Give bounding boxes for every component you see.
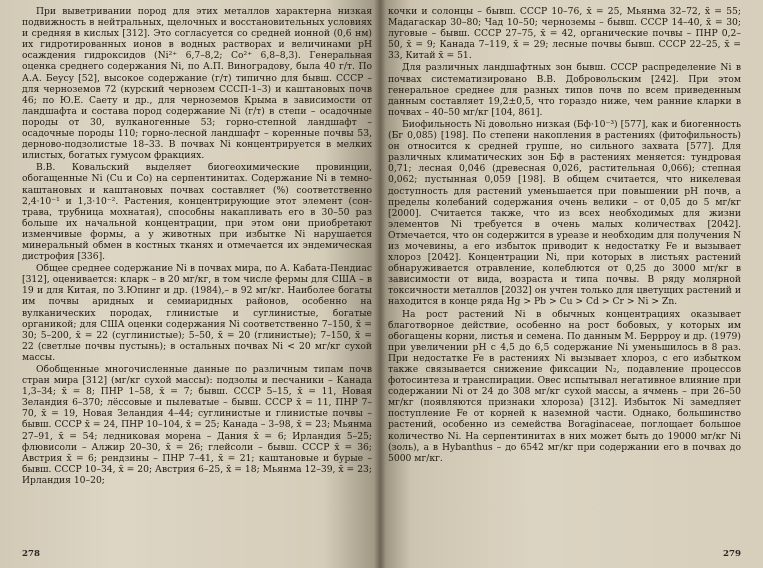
right-paragraph-1: кочки и солонцы – бывш. СССР 10–76, x̄ = 25, Мьянма 32–72, x̄ = 55; Мадагаскар 30–80; Чад 10–50; черноземы – бывш. СССР 14–40, x̄ = 30; луговые – бывш. СССР 27–75, x̄ = 42, органические почвы – ПНР 0,2–50, x̄ = 9; Канада 7–119, x̄ = 29; лесные почвы бывш. СССР 22–25, x̄ = 33, Китай x̄ = 51.: [388, 6, 741, 62]
left-paragraph-1: При выветривании пород для этих металлов характерна низкая подвижность в нейтральных, щелочных и восстановительных условиях и средняя в кислых [312]. Это согласуется со средней ионной (0,6 нм) их гидротированных ионов в водных растворах и величинами pH осаждения гидроксидов (Ni²⁺ 6,7–8,2; Co²⁺ 6,8–8,3). Генеральная оценка среднего содержания Ni, по А.П. Виноградову, была 40 г/т. По А.А. Беусу [52], высокое содержание (г/т) типично для бывш. СССР – для черноземов 72 (курский чернозем СССП-1–3) и каштановых почв 46; по Ю.Е. Саету и др., для черноземов Крыма в зависимости от ландшафта и состава пород содержание Ni (г/т) в степи – осадочные породы от 30, вулканогенные 53; горно-степной ландшафт – осадочные породы 110; горно-лесной ландшафт – коренные почвы 53, дерново-подзолистые 18–33. В почвах Ni концентрируется в мелких илистых, богатых гумусом фракциях.: [22, 6, 372, 162]
right-paragraph-2: Для различных ландшафтных зон бывш. СССР распределение Ni в почвах систематизировано В.В. Добровольским [242]. При этом генеральное среднее для разных типов почв по всем приведенным данным составляет 19,2±0,5, что гораздо ниже, чем ранние кларки в почвах – 40–50 мг/кг [104, 861].: [388, 62, 741, 118]
left-page-number: 278: [22, 548, 40, 559]
left-page: [0, 0, 380, 568]
right-page-number: 279: [723, 548, 741, 559]
left-paragraph-2: В.В. Ковальский выделяет биогеохимические провинции, обогащенные Ni (Cu и Co) на серпентинитах. Содержание Ni в темно-каштановых и каштановых почвах составляет (%) соответственно 2,4·10⁻¹ и 1,3·10⁻². Растения, концентрирующие этот элемент (сон-трава, трубница мохнатая), способны накапливать его в 30–50 раз больше их начальной концентрации, при этом они приобретают изменчивые формы, а у животных при избытке Ni нарушается минеральный обмен в костных тканях и отмечается их эндемическая дистрофия [336].: [22, 162, 372, 263]
right-paragraph-3: Биофильность Ni довольно низкая (Бф·10⁻³) [577], как и биогенность (Бг 0,085) [198]. По степени накопления в растениях (фитофильность) он относится к средней группе, но сильного захвата [577]. Для различных климатических зон Бф в растениях меняется: тундровая 0,71; лесная 0,046 (древесная 0,026, растительная 0,066); степная 0,062; пустынная 0,059 [198]. В общем считается, что никелевая доступность для растений уменьшается при повышении pH почв, а пределы колебаний содержания очень велики – от 0,05 до 5 мг/кг [2000]. Считается также, что из всех необходимых для жизни элементов Ni требуется в очень малых количествах [2042]. Отмечается, что он содержится в уреазе и необходим для получения N из мочевины, а его избыток приводит к недостатку Fe и вызывает хлороз [2042]. Концентрации Ni, при которых в листьях растений обнаруживается отравление, колеблются от 0,25 до 3000 мг/кг в зависимости от вида, возраста и типа почвы. В ряду молярной токсичности металлов [2032] он учтен только для цветущих растений и находится в конце ряда Hg > Pb > Cu > Cd > Cr > Ni > Zn.: [388, 118, 741, 308]
left-paragraph-4: Обобщенные многочисленные данные по различным типам почв стран мира [312] (мг/кг сухой массы): подзолы и песчаники – Канада 1,3–34; x̄ = 8; ПНР 1–58, x̄ = 7; бывш. СССР 5–15, x̄ = 11, Новая Зеландия 6–370; лёссовые и пылеватые – бывш. СССР x̄ = 11, ПНР 7–70, x̄ = 19, Новая Зеландия 4–44; суглинистые и глинистые почвы – бывш. СССР x̄ = 24, ПНР 10–104, x̄ = 25; Канада – 3–98, x̄ = 23; Мьянма 27–91, x̄ = 54; ледниковая морена – Дания x̄ = 6; Ирландия 5–25; флювисоли – Алжир 20–30, x̄ = 26; глейсоли – бывш. СССР x̄ = 36; Австрия x̄ = 6; рендзины – ПНР 7–41, x̄ = 21; каштановые и бурые – бывш. СССР 10–34, x̄ = 20; Австрия 6–25, x̄ = 18; Мьянма 12–39, x̄ = 23; Ирландия 10–20;: [22, 364, 372, 486]
right-paragraph-4: На рост растений Ni в обычных концентрациях оказывает благотворное действие, особенно на рост бобовых, у которых им обогащены корни, листья и семена. По данным М. Беррроу и др. (1979) при увеличении pH с 4,5 до 6,5 содержание Ni уменьшилось в 8 раз. При недостатке Fe в растениях Ni вызывает хлороз, с его избытком также связывается снижение фиксации N₂, подавление процессов фотосинтеза и транспирации. Овес испытывал негативное влияние при содержании Ni от 24 до 308 мг/кг сухой массы, а ячмень – при 26–50 мг/кг (появляются признаки хлороза) [312]. Избыток Ni замедляет поступление Fe от корней к наземной части. Однако, большинство растений, особенно из семейства Boraginaceae, поглощает большое количество Ni. На серпентинитах в них может быть до 19000 мг/кг Ni (золь), а в Hybanthus – до 6542 мг/кг при содержании его в почвах до 5000 мг/кг.: [388, 308, 741, 464]
left-paragraph-3: Общее среднее содержание Ni в почвах мира, по А. Кабата-Пендиас [312], оценивается: кларк – в 20 мг/кг, в том числе фермы для США – в 19 и для Китая, по З.Юпинг и др. (1984),– в 92 мг/кг. Наиболее богаты им почвы аридных и семиаридных районов, особенно на вулканических породах, глинистые и суглинистые, богатые органикой; для США оценки содержания Ni соответственно 7–150, x̄ = 30; 5–200, x̄ = 22 (суглинистые); 5–50, x̄ = 20 (глинистые); 7–150, x̄ = 22 (светлые почвы пустынь); в остальных почвах Ni < 20 мг/кг сухой массы.: [22, 263, 372, 363]
right-page: [380, 0, 763, 568]
book-gutter-shadow: [374, 0, 386, 568]
